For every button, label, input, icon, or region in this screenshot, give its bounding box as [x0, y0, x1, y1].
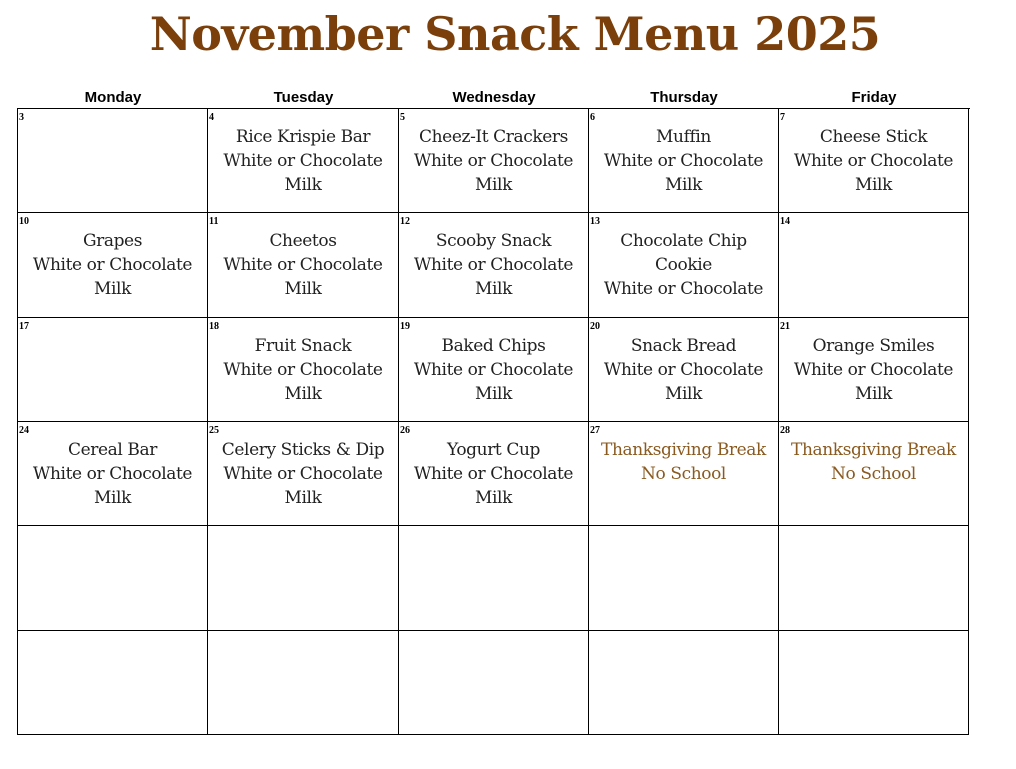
- snack-entry: [399, 438, 588, 510]
- menu-item-text: Scooby Snack: [435, 231, 552, 251]
- menu-detail-text: Milk: [475, 279, 512, 299]
- menu-detail-text: Milk: [665, 175, 702, 195]
- snack-entry: [779, 125, 968, 197]
- menu-detail-text: Milk: [94, 279, 131, 299]
- menu-item-text: Muffin: [656, 127, 711, 147]
- menu-item-text: Thanksgiving Break: [601, 440, 766, 460]
- menu-detail-text: Milk: [284, 279, 322, 299]
- menu-item-text: Chocolate Chip: [620, 231, 747, 251]
- menu-detail-text: White or Chocolate: [603, 279, 764, 299]
- menu-item-text: Rice Krispie Bar: [235, 127, 371, 147]
- calendar-day-cell: [779, 213, 969, 318]
- menu-detail-text: White or Chocolate: [793, 151, 954, 171]
- calendar-day-cell: [18, 109, 208, 213]
- calendar-day-cell: [18, 422, 208, 526]
- day-number: 13: [590, 216, 600, 227]
- menu-item-text: Snack Bread: [630, 336, 737, 356]
- snack-entry: [589, 334, 778, 406]
- menu-item-text: Grapes: [82, 231, 143, 251]
- snack-entry: [399, 334, 588, 406]
- calendar-day-cell: [18, 526, 208, 631]
- menu-detail-text: Milk: [855, 384, 892, 404]
- menu-detail-text: White or Chocolate: [413, 464, 574, 484]
- day-number: 6: [590, 112, 595, 123]
- calendar-day-cell: [399, 526, 589, 631]
- calendar-day-cell: [779, 526, 969, 631]
- calendar-day-cell: [399, 422, 589, 526]
- day-number: 20: [590, 321, 600, 332]
- menu-detail-text: No School: [831, 464, 916, 484]
- day-number: 17: [19, 321, 29, 332]
- weekday-header-friday: Friday: [851, 89, 897, 106]
- page-title: November Snack Menu 2025: [149, 7, 881, 61]
- menu-detail-text: Milk: [284, 384, 322, 404]
- snack-entry: [399, 229, 588, 301]
- menu-detail-text: Milk: [475, 175, 512, 195]
- menu-item-text: Celery Sticks & Dip: [221, 440, 385, 460]
- menu-detail-text: Milk: [284, 488, 322, 508]
- snack-entry: [779, 334, 968, 406]
- weekday-header-monday: Monday: [84, 89, 142, 106]
- calendar-day-cell: [589, 213, 779, 318]
- day-number: 21: [780, 321, 790, 332]
- calendar-day-cell: [18, 213, 208, 318]
- calendar-day-cell: [208, 526, 399, 631]
- snack-entry: [589, 229, 778, 301]
- menu-detail-text: Milk: [855, 175, 892, 195]
- calendar-grid: [17, 108, 970, 735]
- calendar-day-cell: [18, 318, 208, 422]
- weekday-header-thursday: Thursday: [650, 89, 718, 106]
- snack-entry: [208, 125, 398, 197]
- day-number: 27: [590, 425, 600, 436]
- menu-item-text: Cheez-It Crackers: [419, 127, 568, 147]
- calendar-day-cell: [589, 631, 779, 735]
- snack-entry: [399, 125, 588, 197]
- calendar-day-cell: [779, 422, 969, 526]
- calendar-day-cell: [779, 109, 969, 213]
- day-number: 18: [209, 321, 219, 332]
- menu-item-text: Baked Chips: [441, 336, 546, 356]
- day-number: 14: [780, 216, 790, 227]
- menu-detail-text: White or Chocolate: [223, 151, 383, 171]
- menu-detail-text: Milk: [475, 488, 512, 508]
- day-number: 28: [780, 425, 790, 436]
- holiday-note: [779, 438, 968, 486]
- snack-entry: [208, 438, 398, 510]
- calendar-day-cell: [208, 422, 399, 526]
- menu-detail-text: White or Chocolate: [223, 255, 383, 275]
- calendar-day-cell: [779, 318, 969, 422]
- calendar-day-cell: [208, 318, 399, 422]
- calendar-day-cell: [208, 109, 399, 213]
- calendar-day-cell: [18, 631, 208, 735]
- menu-detail-text: Cookie: [655, 255, 712, 275]
- day-number: 25: [209, 425, 219, 436]
- menu-detail-text: White or Chocolate: [223, 464, 383, 484]
- menu-detail-text: White or Chocolate: [413, 151, 574, 171]
- calendar-day-cell: [779, 631, 969, 735]
- menu-item-text: Fruit Snack: [254, 336, 352, 356]
- calendar-day-cell: [589, 109, 779, 213]
- day-number: 10: [19, 216, 29, 227]
- calendar-day-cell: [399, 213, 589, 318]
- day-number: 24: [19, 425, 29, 436]
- menu-detail-text: Milk: [284, 175, 322, 195]
- snack-entry: [208, 229, 398, 301]
- menu-item-text: Thanksgiving Break: [791, 440, 956, 460]
- menu-detail-text: White or Chocolate: [603, 151, 764, 171]
- calendar-day-cell: [589, 422, 779, 526]
- day-number: 5: [400, 112, 405, 123]
- weekday-header-wednesday: Wednesday: [452, 89, 536, 106]
- menu-detail-text: White or Chocolate: [413, 360, 574, 380]
- day-number: 4: [209, 112, 214, 123]
- menu-detail-text: White or Chocolate: [32, 464, 193, 484]
- menu-detail-text: White or Chocolate: [32, 255, 193, 275]
- day-number: 12: [400, 216, 410, 227]
- day-number: 26: [400, 425, 410, 436]
- menu-detail-text: Milk: [94, 488, 131, 508]
- menu-detail-text: Milk: [665, 384, 702, 404]
- weekday-header-tuesday: Tuesday: [273, 89, 334, 106]
- calendar-day-cell: [399, 109, 589, 213]
- calendar-day-cell: [399, 318, 589, 422]
- calendar-day-cell: [589, 526, 779, 631]
- menu-detail-text: Milk: [475, 384, 512, 404]
- day-number: 11: [209, 216, 219, 227]
- snack-entry: [589, 125, 778, 197]
- menu-detail-text: White or Chocolate: [793, 360, 954, 380]
- menu-detail-text: White or Chocolate: [603, 360, 764, 380]
- menu-detail-text: White or Chocolate: [223, 360, 383, 380]
- weekday-header-row: [18, 88, 969, 108]
- calendar-day-cell: [589, 318, 779, 422]
- holiday-note: [589, 438, 778, 486]
- menu-item-text: Orange Smiles: [812, 336, 935, 356]
- menu-detail-text: No School: [641, 464, 726, 484]
- menu-item-text: Cheetos: [269, 231, 337, 251]
- menu-item-text: Cereal Bar: [68, 440, 157, 460]
- snack-entry: [18, 438, 207, 510]
- snack-entry: [208, 334, 398, 406]
- calendar-day-cell: [208, 631, 399, 735]
- day-number: 7: [780, 112, 785, 123]
- menu-item-text: Yogurt Cup: [446, 440, 540, 460]
- menu-detail-text: White or Chocolate: [413, 255, 574, 275]
- calendar-day-cell: [208, 213, 399, 318]
- calendar-day-cell: [399, 631, 589, 735]
- day-number: 19: [400, 321, 410, 332]
- snack-entry: [18, 229, 207, 301]
- menu-item-text: Cheese Stick: [819, 127, 928, 147]
- day-number: 3: [19, 112, 24, 123]
